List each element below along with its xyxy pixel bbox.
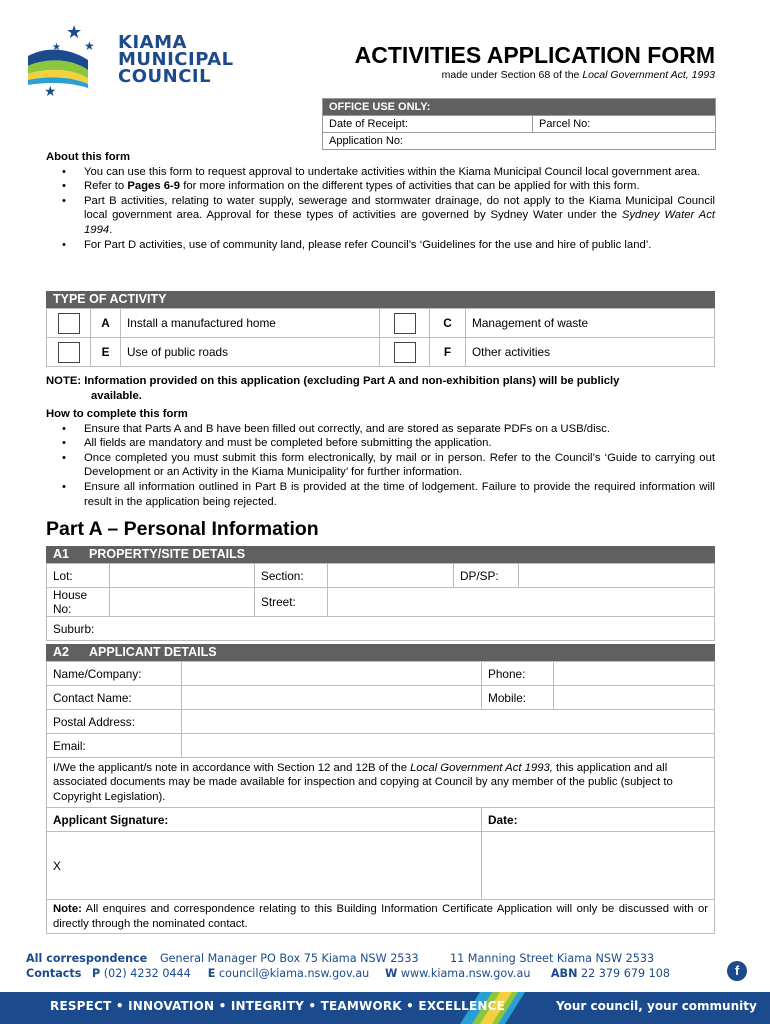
council-name-line3: COUNCIL [118,66,212,87]
declaration-post: this application and all associated documents may be made available for inspection and copying at Council by any member of the public (subject to Copyright Legislation). [53,761,673,803]
mobile-input[interactable] [554,686,715,710]
activity-f-code: F [430,338,466,367]
footer-contacts-line [26,967,670,980]
nominated-contact-note [47,900,715,934]
footer-phone[interactable]: (02) 4232 0444 [103,967,191,980]
publication-note-line1: NOTE: Information provided on this application (excluding Part A and non-exhibition plans) will be publicly [46,375,620,387]
activity-row [47,338,715,367]
note-label: Note: [53,903,82,915]
phone-input[interactable] [554,662,715,686]
declaration [47,758,715,808]
footer-correspondence-line [26,952,654,965]
about-bullet-4: • For Part D activities, use of community land, please refer Council’s ‘Guidelines for the use and hire of public land’. [46,238,715,253]
about-bullet-2-post: for more information on the different types of activities that can be applied for with this form. [180,180,640,193]
council-name-line2: MUNICIPAL [118,49,234,70]
council-tagline: Your council, your community [556,999,757,1013]
how-bullet-1: • Ensure that Parts A and B have been filled out correctly, and are stored as separate PDFs on a USB/disc. [46,422,715,437]
activity-c-code: C [430,309,466,338]
dpsp-label: DP/SP: [454,564,519,588]
activity-c-label: Management of waste [466,309,715,338]
svg-text:★: ★ [84,39,95,53]
publication-note [46,374,726,403]
property-site-table [46,563,715,641]
section-input[interactable] [328,564,454,588]
about-bullet-3-pre: Part B activities, relating to water supply, sewerage and stormwater drainage, do not apply to the Kiama Municipal Council local government area. Approval for these types of activities are governed by Sydney Water under the [84,194,715,222]
about-bullet-3-italic: Sydney Water Act 1994 [84,209,715,236]
activity-c-checkbox[interactable] [394,313,416,334]
date-of-receipt-field[interactable]: Date of Receipt: [323,116,533,133]
svg-text:★: ★ [44,83,57,97]
council-name-line1: KIAMA [118,32,187,53]
application-no-field[interactable]: Application No: [323,133,716,150]
activity-a-label: Install a manufactured home [121,309,380,338]
date-label: Date: [482,808,715,832]
a2-number: A2 [53,645,69,659]
a1-title: PROPERTY/SITE DETAILS [89,547,246,561]
about-bullet-3 [46,194,715,238]
lot-label: Lot: [47,564,110,588]
email-label: Email: [47,734,182,758]
postal-address-input[interactable] [182,710,715,734]
about-bullet-2-pre: Refer to [84,180,128,193]
postal-address-label: Postal Address: [47,710,182,734]
how-bullet-2: • All fields are mandatory and must be completed before submitting the application. [46,436,715,451]
activity-a-checkbox[interactable] [58,313,80,334]
subtitle-prefix: made under Section 68 of the [441,69,583,81]
street-input[interactable] [328,588,715,617]
declaration-pre: I/We the applicant/s note in accordance with Section 12 and 12B of the [53,761,411,774]
activity-f-cell [380,338,430,367]
house-no-label: House No: [47,588,110,617]
all-correspondence-label: All correspondence [26,952,148,965]
declaration-italic: Local Government Act 1993, [410,761,553,774]
footer-web[interactable]: www.kiama.nsw.gov.au [400,967,531,980]
footer-abn: 22 379 679 108 [581,967,670,980]
lot-input[interactable] [110,564,255,588]
svg-text:★: ★ [72,53,80,62]
dpsp-input[interactable] [519,564,715,588]
council-name [118,34,234,85]
how-bullet-4: • Ensure all information outlined in Part B is provided at the time of lodgement. Failure to provide the required information will result in the application being rejected. [46,480,715,509]
activity-e-label: Use of public roads [121,338,380,367]
about-heading: About this form [46,151,131,163]
subtitle-act: Local Government Act, 1993 [582,69,715,81]
type-of-activity-heading: TYPE OF ACTIVITY [46,291,715,308]
a2-heading [46,644,715,661]
activity-a-code: A [91,309,121,338]
name-company-input[interactable] [182,662,482,686]
mobile-label: Mobile: [482,686,554,710]
about-bullet-2-bold: Pages 6-9 [127,180,181,193]
footer-postal: General Manager PO Box 75 Kiama NSW 2533 [160,952,419,965]
signature-field[interactable]: X [47,832,482,900]
contact-name-label: Contact Name: [47,686,182,710]
a1-number: A1 [53,547,69,561]
activity-f-checkbox[interactable] [394,342,416,363]
activity-f-label: Other activities [466,338,715,367]
type-of-activity-table [46,308,715,367]
activity-e-cell [47,338,91,367]
svg-text:★: ★ [52,42,61,53]
about-bullet-3-post: . [109,223,113,236]
activity-c-cell [380,309,430,338]
footer-email[interactable]: council@kiama.nsw.gov.au [218,967,370,980]
web-prefix: W [384,967,398,980]
contacts-label: Contacts [26,967,82,980]
office-use-table [322,98,716,150]
parcel-no-field[interactable]: Parcel No: [533,116,716,133]
section-label: Section: [255,564,328,588]
part-a-title: Part A – Personal Information [46,518,319,540]
svg-text:★: ★ [66,22,83,42]
contact-name-input[interactable] [182,686,482,710]
council-values: RESPECT • INNOVATION • INTEGRITY • TEAMWORK • EXCELLENCE [50,999,505,1013]
office-use-heading: OFFICE USE ONLY: [323,99,716,116]
a1-heading [46,546,715,563]
footer-street: 11 Manning Street Kiama NSW 2533 [450,952,655,965]
suburb-field[interactable]: Suburb: [47,617,715,641]
activity-e-checkbox[interactable] [58,342,80,363]
about-bullet-1: • You can use this form to request approval to undertake activities within the Kiama Municipal Council local government area. [46,165,715,180]
how-to-complete-section [46,407,715,509]
note-text: All enquires and correspondence relating to this Building Information Certificate Application will only be discussed with or directly through the nominated contact. [53,903,708,930]
a2-title: APPLICANT DETAILS [89,645,217,659]
about-bullet-2 [46,179,715,194]
applicant-details-table [46,661,715,934]
email-input[interactable] [182,734,715,758]
name-company-label: Name/Company: [47,662,182,686]
abn-prefix: ABN [550,967,578,980]
activity-a-cell [47,309,91,338]
publication-note-line2: available. [91,389,142,402]
signature-label: Applicant Signature: [47,808,482,832]
facebook-icon[interactable]: f [727,961,747,981]
form-subtitle [320,69,715,81]
email-prefix: E [207,967,216,980]
form-title: ACTIVITIES APPLICATION FORM [354,42,715,68]
street-label: Street: [255,588,328,617]
activity-e-code: E [91,338,121,367]
about-section [46,150,715,252]
phone-label: Phone: [482,662,554,686]
activity-row [47,309,715,338]
how-heading: How to complete this form [46,408,188,420]
house-no-input[interactable] [110,588,255,617]
phone-prefix: P [92,967,101,980]
how-bullet-3: • Once completed you must submit this form electronically, by mail or in person. Refer to the Council’s ‘Guide to carrying out Development or an Activity in the Kiama Municipality’ for further information. [46,451,715,480]
date-field[interactable] [482,832,715,900]
